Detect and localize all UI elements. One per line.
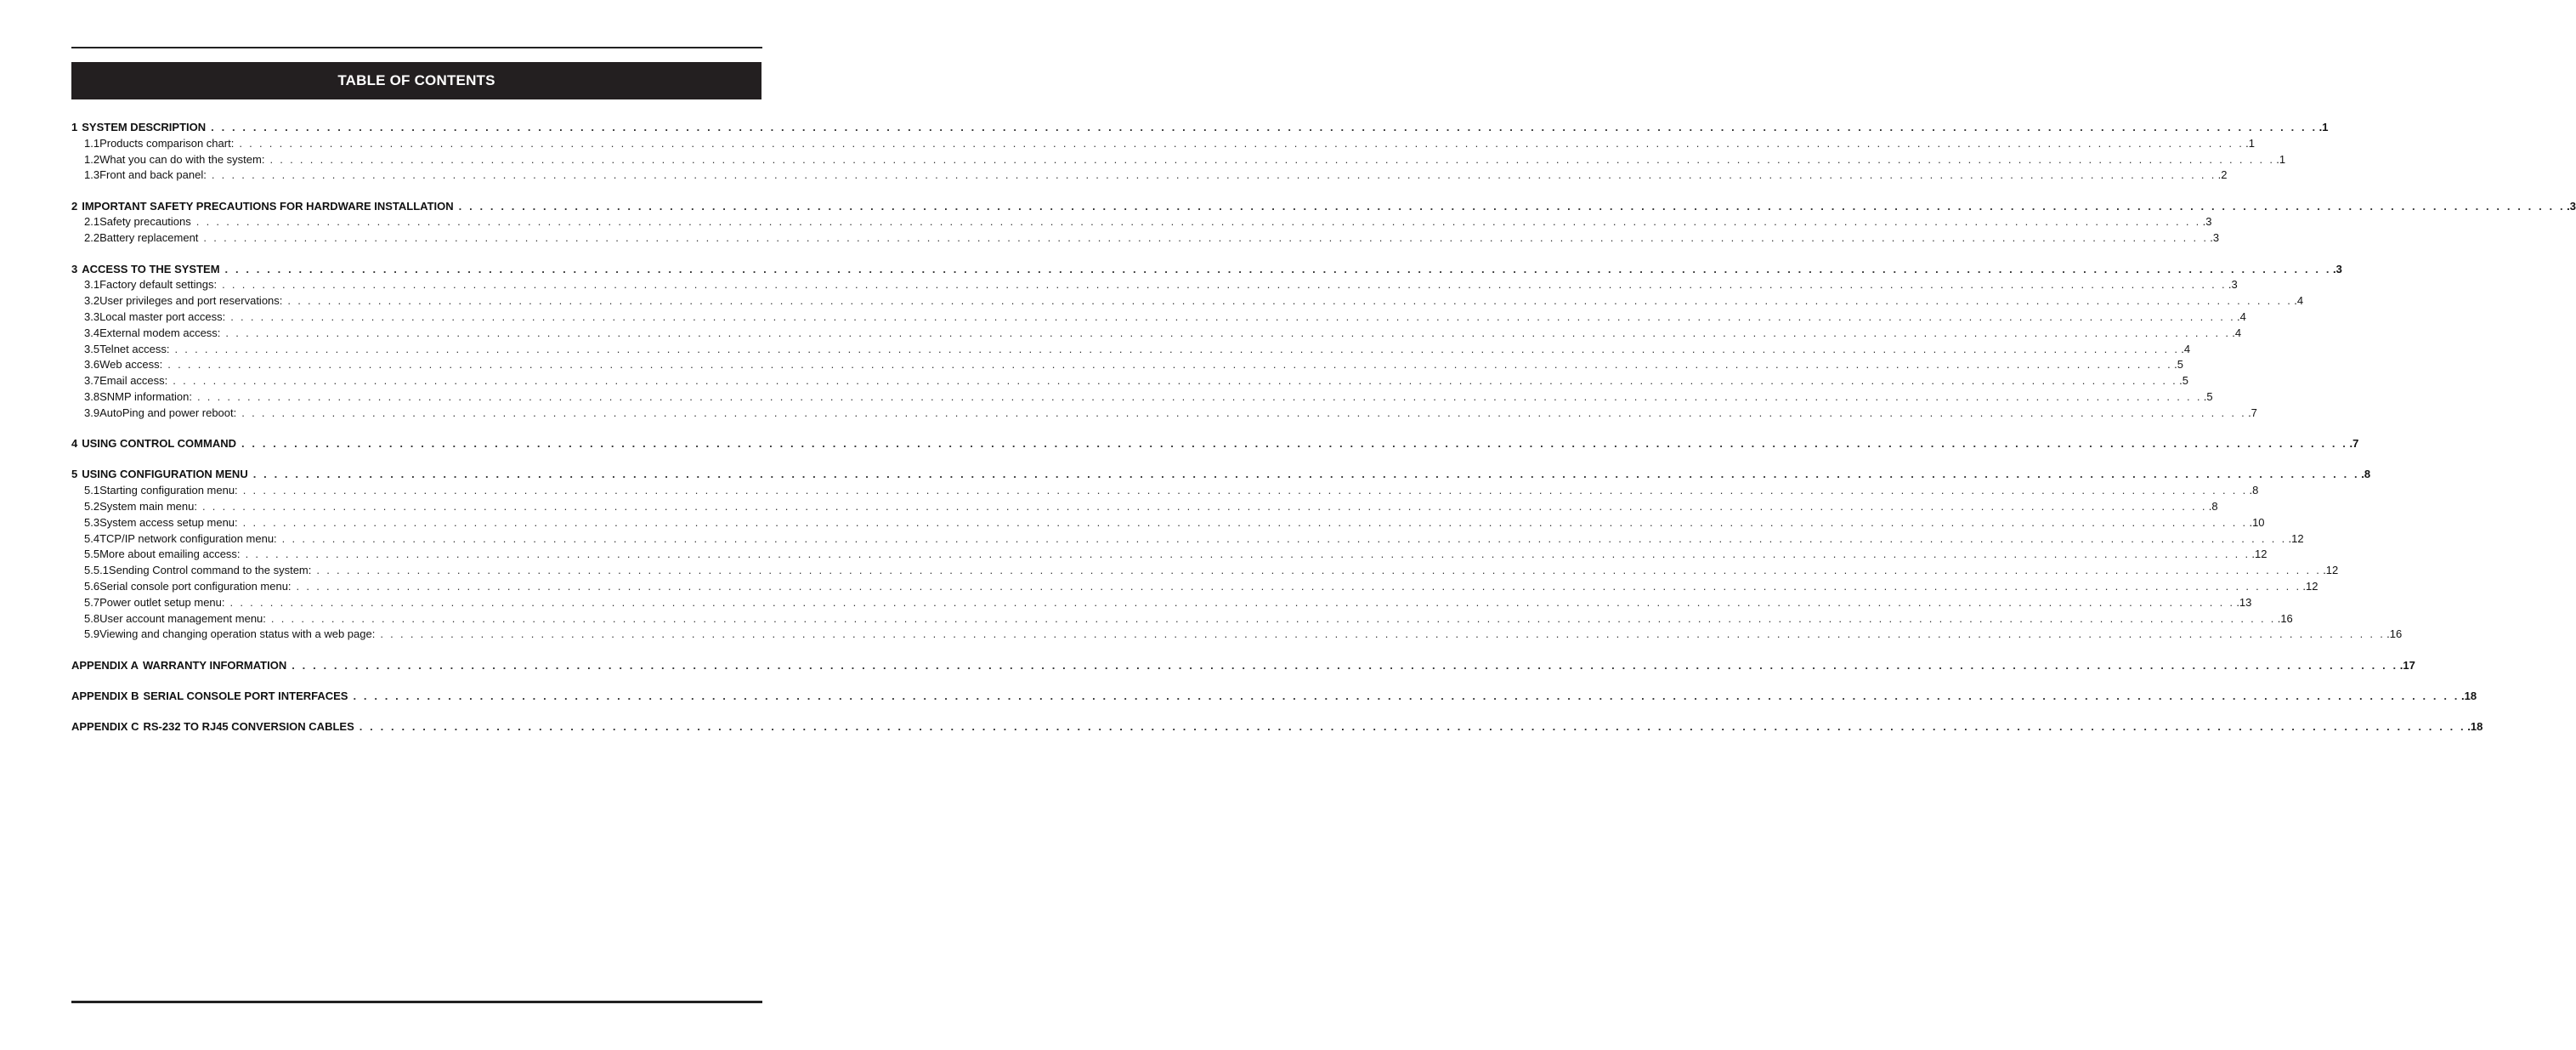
toc-entry-page: .18 <box>2461 689 2477 702</box>
toc-entry-number: 3.7 <box>84 374 100 388</box>
toc-entry-title: External modem access: <box>99 326 221 339</box>
toc-entry-title: Power outlet setup menu: <box>99 595 225 609</box>
dot-leader: . . . . . . . . . . . . . . . . . . . . . . . . . . . . . . . . . . . . . . . . . . . . . . . . . . . . . . . . . . . . . . . . . . . . . . . . . . . . . . . . . . . . . . . . . . . . . . . . . . . . . . . . . . . . . . . . . . . . . . . . . . . . . . . . . . . . . . . . . . . . . . . . . . . . . . . . . . . . . . . . . . . . . . . . . . . . . . . . . . . . . . . . . . . . . . . . . . . . . . . . <box>269 152 2275 166</box>
toc-entry-title: AutoPing and power reboot: <box>99 406 237 419</box>
dot-leader: . . . . . . . . . . . . . . . . . . . . . . . . . . . . . . . . . . . . . . . . . . . . . . . . . . . . . . . . . . . . . . . . . . . . . . . . . . . . . . . . . . . . . . . . . . . . . . . . . . . . . . . . . . . . . . . . . . . . . . . . . . . . . . . . . . . . . . . . . . . . . . . . . . . . . . . . . . . . . . . . . . . . . . . . . . . . . . . . . . . . . . . . . . . . . . . . . . . . . . . . <box>353 689 2460 702</box>
toc-entry[interactable] <box>71 515 2265 531</box>
toc-entry-title: Local master port access: <box>99 309 226 323</box>
toc-entry-title: Battery replacement <box>99 231 199 245</box>
toc-entry-page: .3 <box>2202 215 2212 229</box>
toc-entry-page: .5 <box>2179 374 2188 388</box>
toc-entry-page: .8 <box>2249 484 2259 497</box>
dot-leader: . . . . . . . . . . . . . . . . . . . . . . . . . . . . . . . . . . . . . . . . . . . . . . . . . . . . . . . . . . . . . . . . . . . . . . . . . . . . . . . . . . . . . . . . . . . . . . . . . . . . . . . . . . . . . . . . . . . . . . . . . . . . . . . . . . . . . . . . . . . . . . . . . . . . . . . . . . . . . . . . . . . . . . . . . . . . . . . . . . . . . . . . . . . . . . . . . . . . . . . . <box>281 531 2287 545</box>
toc-entry-number: 3.8 <box>84 389 100 403</box>
toc-entry[interactable] <box>71 563 2339 579</box>
toc-entry[interactable] <box>71 373 2188 389</box>
dot-leader: . . . . . . . . . . . . . . . . . . . . . . . . . . . . . . . . . . . . . . . . . . . . . . . . . . . . . . . . . . . . . . . . . . . . . . . . . . . . . . . . . . . . . . . . . . . . . . . . . . . . . . . . . . . . . . . . . . . . . . . . . . . . . . . . . . . . . . . . . . . . . . . . . . . . . . . . . . . . . . . . . . . . . . . . . . . . . . . . . . . . . . . . . . . . . . . . . . . . . . . . <box>242 515 2248 529</box>
toc-entry[interactable] <box>71 467 2371 483</box>
toc-entry-title: Factory default settings: <box>99 278 218 292</box>
toc-entry-title: What you can do with the system: <box>99 152 265 166</box>
toc-entry-number: 5 <box>71 468 78 481</box>
toc-entry-number: 3.1 <box>84 278 100 292</box>
dot-leader: . . . . . . . . . . . . . . . . . . . . . . . . . . . . . . . . . . . . . . . . . . . . . . . . . . . . . . . . . . . . . . . . . . . . . . . . . . . . . . . . . . . . . . . . . . . . . . . . . . . . . . . . . . . . . . . . . . . . . . . . . . . . . . . . . . . . . . . . . . . . . . . . . . . . . . . . . . . . . . . . . . . . . . . . . . . . . . . . . . . . . . . . . . . . . . . . . . . . . . . . <box>292 658 2398 672</box>
toc-entry-title: Sending Control command to the system: <box>108 564 312 577</box>
toc-entry[interactable] <box>71 309 2246 326</box>
toc-entry-number: APPENDIX A <box>71 658 139 672</box>
dot-leader: . . . . . . . . . . . . . . . . . . . . . . . . . . . . . . . . . . . . . . . . . . . . . . . . . . . . . . . . . . . . . . . . . . . . . . . . . . . . . . . . . . . . . . . . . . . . . . . . . . . . . . . . . . . . . . . . . . . . . . . . . . . . . . . . . . . . . . . . . . . . . . . . . . . . . . . . . . . . . . . . . . . . . . . . . . . . . . . . . . . . . . . . . . . . . . . . . . . . . . . . <box>296 579 2301 593</box>
toc-entry-page: .3 <box>2333 262 2342 275</box>
toc-entry-page: .12 <box>2251 548 2267 561</box>
dot-leader: . . . . . . . . . . . . . . . . . . . . . . . . . . . . . . . . . . . . . . . . . . . . . . . . . . . . . . . . . . . . . . . . . . . . . . . . . . . . . . . . . . . . . . . . . . . . . . . . . . . . . . . . . . . . . . . . . . . . . . . . . . . . . . . . . . . . . . . . . . . . . . . . . . . . . . . . . . . . . . . . . . . . . . . . . . . . . . . . . . . . . . . . . . . . . . . . . . . . . . . . <box>174 342 2180 355</box>
dot-leader: . . . . . . . . . . . . . . . . . . . . . . . . . . . . . . . . . . . . . . . . . . . . . . . . . . . . . . . . . . . . . . . . . . . . . . . . . . . . . . . . . . . . . . . . . . . . . . . . . . . . . . . . . . . . . . . . . . . . . . . . . . . . . . . . . . . . . . . . . . . . . . . . . . . . . . . . . . . . . . . . . . . . . . . . . . . . . . . . . . . . . . . . . . . . . . . . . . . . . . . . <box>203 231 2209 245</box>
dot-leader: . . . . . . . . . . . . . . . . . . . . . . . . . . . . . . . . . . . . . . . . . . . . . . . . . . . . . . . . . . . . . . . . . . . . . . . . . . . . . . . . . . . . . . . . . . . . . . . . . . . . . . . . . . . . . . . . . . . . . . . . . . . . . . . . . . . . . . . . . . . . . . . . . . . . . . . . . . . . . . . . . . . . . . . . . . . . . . . . . . . . . . . . . . . . . . . . . . . . . . . . <box>270 611 2276 625</box>
toc-entry-number: 5.1 <box>84 484 100 497</box>
toc-entry-title: User account management menu: <box>99 611 266 625</box>
toc-entry-page: .7 <box>2248 406 2257 419</box>
toc-entry-number: 5.7 <box>84 595 100 609</box>
dot-leader: . . . . . . . . . . . . . . . . . . . . . . . . . . . . . . . . . . . . . . . . . . . . . . . . . . . . . . . . . . . . . . . . . . . . . . . . . . . . . . . . . . . . . . . . . . . . . . . . . . . . . . . . . . . . . . . . . . . . . . . . . . . . . . . . . . . . . . . . . . . . . . . . . . . . . . . . . . . . . . . . . . . . . . . . . . . . . . . . . . . . . . . . . . . . . . . . . . . . . . . . <box>201 499 2207 513</box>
toc-entry[interactable] <box>71 262 2342 278</box>
toc-entry-title: Viewing and changing operation status with a web page: <box>99 627 376 641</box>
toc-entry-number: 3.9 <box>84 406 100 419</box>
toc-entry-title: Telnet access: <box>99 342 170 355</box>
toc-entry-number: 5.6 <box>84 579 100 593</box>
toc-entry-number: APPENDIX B <box>71 689 139 702</box>
toc-entry-number: APPENDIX C <box>71 720 139 734</box>
dot-leader: . . . . . . . . . . . . . . . . . . . . . . . . . . . . . . . . . . . . . . . . . . . . . . . . . . . . . . . . . . . . . . . . . . . . . . . . . . . . . . . . . . . . . . . . . . . . . . . . . . . . . . . . . . . . . . . . . . . . . . . . . . . . . . . . . . . . . . . . . . . . . . . . . . . . . . . . . . . . . . . . . . . . . . . . . . . . . . . . . . . . . . . . . . . . . . . . . . . . . . . . <box>241 406 2247 419</box>
toc-entry-number: 5.9 <box>84 627 100 641</box>
toc-entry-title: User privileges and port reservations: <box>99 294 283 308</box>
toc-entry-page: .3 <box>2210 231 2220 245</box>
dot-leader: . . . . . . . . . . . . . . . . . . . . . . . . . . . . . . . . . . . . . . . . . . . . . . . . . . . . . . . . . . . . . . . . . . . . . . . . . . . . . . . . . . . . . . . . . . . . . . . . . . . . . . . . . . . . . . . . . . . . . . . . . . . . . . . . . . . . . . . . . . . . . . . . . . . . . . . . . . . . . . . . . . . . . . . . . . . . . . . . . . . . . . . . . . . . . . . . . . . . . . . . <box>195 215 2201 229</box>
toc-entry-number: 5.8 <box>84 611 100 625</box>
toc-entry[interactable] <box>71 547 2267 563</box>
toc-entry-number: 1 <box>71 121 78 133</box>
toc-entry[interactable] <box>71 579 2318 595</box>
dot-leader: . . . . . . . . . . . . . . . . . . . . . . . . . . . . . . . . . . . . . . . . . . . . . . . . . . . . . . . . . . . . . . . . . . . . . . . . . . . . . . . . . . . . . . . . . . . . . . . . . . . . . . . . . . . . . . . . . . . . . . . . . . . . . . . . . . . . . . . . . . . . . . . . . . . . . . . . . . . . . . . . . . . . . . . . . . . . . . . . . . . . . . . . . . . . . . . . . . . . . . . . <box>316 564 2322 577</box>
toc-entry-title: Email access: <box>99 374 168 388</box>
toc-entry-page: .10 <box>2249 515 2265 529</box>
dot-leader: . . . . . . . . . . . . . . . . . . . . . . . . . . . . . . . . . . . . . . . . . . . . . . . . . . . . . . . . . . . . . . . . . . . . . . . . . . . . . . . . . . . . . . . . . . . . . . . . . . . . . . . . . . . . . . . . . . . . . . . . . . . . . . . . . . . . . . . . . . . . . . . . . . . . . . . . . . . . . . . . . . . . . . . . . . . . . . . . . . . . . . . . . . . . . . . . . . . . . . . . <box>380 627 2386 641</box>
toc-entry-number: 1.2 <box>84 152 100 166</box>
toc-entry-title: More about emailing access: <box>99 548 241 561</box>
toc-entry-page: .12 <box>2288 531 2304 545</box>
toc-entry-page: .12 <box>2302 579 2318 593</box>
toc-entry-page: .16 <box>2386 627 2403 641</box>
bottom-rule <box>71 1001 762 1003</box>
toc-entry[interactable] <box>71 611 2293 627</box>
toc-entry-number: 3.4 <box>84 326 100 339</box>
toc-entry-page: .7 <box>2349 437 2359 451</box>
toc-entry-title: WARRANTY INFORMATION <box>142 658 287 672</box>
toc-entry-number: 3 <box>71 262 78 275</box>
toc-entry[interactable] <box>71 689 2477 705</box>
toc-entry-number: 2 <box>71 199 78 213</box>
dot-leader: . . . . . . . . . . . . . . . . . . . . . . . . . . . . . . . . . . . . . . . . . . . . . . . . . . . . . . . . . . . . . . . . . . . . . . . . . . . . . . . . . . . . . . . . . . . . . . . . . . . . . . . . . . . . . . . . . . . . . . . . . . . . . . . . . . . . . . . . . . . . . . . . . . . . . . . . . . . . . . . . . . . . . . . . . . . . . . . . . . . . . . . . . . . . . . . . . . . . . . . . <box>229 595 2235 609</box>
toc-entry-title: SYSTEM DESCRIPTION <box>82 121 207 133</box>
toc-entry-number: 2.2 <box>84 231 100 245</box>
toc-entry-page: .1 <box>2318 121 2329 133</box>
toc-entry[interactable] <box>71 483 2259 499</box>
table-of-contents <box>71 120 2576 735</box>
toc-entry[interactable] <box>71 406 2257 422</box>
page-title: TABLE OF CONTENTS <box>337 72 495 88</box>
toc-entry-number: 2.1 <box>84 215 100 229</box>
toc-entry-page: .3 <box>2228 278 2238 292</box>
toc-entry-title: Web access: <box>99 358 163 372</box>
dot-leader: . . . . . . . . . . . . . . . . . . . . . . . . . . . . . . . . . . . . . . . . . . . . . . . . . . . . . . . . . . . . . . . . . . . . . . . . . . . . . . . . . . . . . . . . . . . . . . . . . . . . . . . . . . . . . . . . . . . . . . . . . . . . . . . . . . . . . . . . . . . . . . . . . . . . . . . . . . . . . . . . . . . . . . . . . . . . . . . . . . . . . . . . . . . . . . . . . . . . . . . . <box>287 294 2293 308</box>
toc-entry[interactable] <box>71 120 2329 136</box>
toc-entry[interactable] <box>71 293 2304 309</box>
toc-entry-page: .16 <box>2277 611 2293 625</box>
toc-entry-page: .4 <box>2181 342 2191 355</box>
toc-entry[interactable] <box>71 499 2218 515</box>
dot-leader: . . . . . . . . . . . . . . . . . . . . . . . . . . . . . . . . . . . . . . . . . . . . . . . . . . . . . . . . . . . . . . . . . . . . . . . . . . . . . . . . . . . . . . . . . . . . . . . . . . . . . . . . . . . . . . . . . . . . . . . . . . . . . . . . . . . . . . . . . . . . . . . . . . . . . . . . . . . . . . . . . . . . . . . . . . . . . . . . . . . . . . . . . . . . . . . . . . . . . . . . <box>458 199 2566 213</box>
dot-leader: . . . . . . . . . . . . . . . . . . . . . . . . . . . . . . . . . . . . . . . . . . . . . . . . . . . . . . . . . . . . . . . . . . . . . . . . . . . . . . . . . . . . . . . . . . . . . . . . . . . . . . . . . . . . . . . . . . . . . . . . . . . . . . . . . . . . . . . . . . . . . . . . . . . . . . . . . . . . . . . . . . . . . . . . . . . . . . . . . . . . . . . . . . . . . . . . . . . . . . . . <box>241 437 2348 451</box>
toc-entry-page: .1 <box>2245 136 2255 150</box>
toc-entry[interactable] <box>71 389 2213 406</box>
toc-entry-page: .4 <box>2294 294 2304 308</box>
toc-entry-number: 3.2 <box>84 294 100 308</box>
toc-entry-title: Safety precautions <box>99 215 191 229</box>
toc-entry-page: .8 <box>2361 468 2371 481</box>
dot-leader: . . . . . . . . . . . . . . . . . . . . . . . . . . . . . . . . . . . . . . . . . . . . . . . . . . . . . . . . . . . . . . . . . . . . . . . . . . . . . . . . . . . . . . . . . . . . . . . . . . . . . . . . . . . . . . . . . . . . . . . . . . . . . . . . . . . . . . . . . . . . . . . . . . . . . . . . . . . . . . . . . . . . . . . . . . . . . . . . . . . . . . . . . . . . . . . . . . . . . . . . <box>224 262 2332 275</box>
toc-entry[interactable] <box>71 357 2183 373</box>
dot-leader: . . . . . . . . . . . . . . . . . . . . . . . . . . . . . . . . . . . . . . . . . . . . . . . . . . . . . . . . . . . . . . . . . . . . . . . . . . . . . . . . . . . . . . . . . . . . . . . . . . . . . . . . . . . . . . . . . . . . . . . . . . . . . . . . . . . . . . . . . . . . . . . . . . . . . . . . . . . . . . . . . . . . . . . . . . . . . . . . . . . . . . . . . . . . . . . . . . . . . . . . <box>196 389 2202 403</box>
toc-entry-page: .1 <box>2276 152 2286 166</box>
toc-entry[interactable] <box>71 719 2483 735</box>
toc-entry[interactable] <box>71 627 2403 643</box>
dot-leader: . . . . . . . . . . . . . . . . . . . . . . . . . . . . . . . . . . . . . . . . . . . . . . . . . . . . . . . . . . . . . . . . . . . . . . . . . . . . . . . . . . . . . . . . . . . . . . . . . . . . . . . . . . . . . . . . . . . . . . . . . . . . . . . . . . . . . . . . . . . . . . . . . . . . . . . . . . . . . . . . . . . . . . . . . . . . . . . . . . . . . . . . . . . . . . . . . . . . . . . . <box>230 309 2236 323</box>
toc-entry-title: TCP/IP network configuration menu: <box>99 531 277 545</box>
toc-entry-number: 1.3 <box>84 168 100 182</box>
toc-entry-title: System main menu: <box>99 499 197 513</box>
dot-leader: . . . . . . . . . . . . . . . . . . . . . . . . . . . . . . . . . . . . . . . . . . . . . . . . . . . . . . . . . . . . . . . . . . . . . . . . . . . . . . . . . . . . . . . . . . . . . . . . . . . . . . . . . . . . . . . . . . . . . . . . . . . . . . . . . . . . . . . . . . . . . . . . . . . . . . . . . . . . . . . . . . . . . . . . . . . . . . . . . . . . . . . . . . . . . . . . . . . . . . . . <box>245 548 2250 561</box>
toc-entry-title: IMPORTANT SAFETY PRECAUTIONS FOR HARDWARE INSTALLATION <box>82 199 454 213</box>
toc-entry[interactable] <box>71 167 2228 184</box>
toc-entry-page: .2 <box>2217 168 2228 182</box>
toc-entry-title: ACCESS TO THE SYSTEM <box>82 262 220 275</box>
toc-entry-number: 3.6 <box>84 358 100 372</box>
dot-leader: . . . . . . . . . . . . . . . . . . . . . . . . . . . . . . . . . . . . . . . . . . . . . . . . . . . . . . . . . . . . . . . . . . . . . . . . . . . . . . . . . . . . . . . . . . . . . . . . . . . . . . . . . . . . . . . . . . . . . . . . . . . . . . . . . . . . . . . . . . . . . . . . . . . . . . . . . . . . . . . . . . . . . . . . . . . . . . . . . . . . . . . . . . . . . . . . . . . . . . . . <box>359 720 2466 734</box>
toc-entry-page: .3 <box>2567 199 2576 213</box>
toc-entry-number: 5.5 <box>84 548 100 561</box>
toc-entry-page: .4 <box>2237 309 2246 323</box>
toc-entry-page: .4 <box>2232 326 2242 339</box>
toc-entry[interactable] <box>71 531 2304 548</box>
dot-leader: . . . . . . . . . . . . . . . . . . . . . . . . . . . . . . . . . . . . . . . . . . . . . . . . . . . . . . . . . . . . . . . . . . . . . . . . . . . . . . . . . . . . . . . . . . . . . . . . . . . . . . . . . . . . . . . . . . . . . . . . . . . . . . . . . . . . . . . . . . . . . . . . . . . . . . . . . . . . . . . . . . . . . . . . . . . . . . . . . . . . . . . . . . . . . . . . . . . . . . . . <box>242 484 2248 497</box>
toc-entry-page: .5 <box>2203 389 2213 403</box>
toc-entry-title: Starting configuration menu: <box>99 484 238 497</box>
dot-leader: . . . . . . . . . . . . . . . . . . . . . . . . . . . . . . . . . . . . . . . . . . . . . . . . . . . . . . . . . . . . . . . . . . . . . . . . . . . . . . . . . . . . . . . . . . . . . . . . . . . . . . . . . . . . . . . . . . . . . . . . . . . . . . . . . . . . . . . . . . . . . . . . . . . . . . . . . . . . . . . . . . . . . . . . . . . . . . . . . . . . . . . . . . . . . . . . . . . . . . . . <box>239 136 2245 150</box>
toc-entry[interactable] <box>71 342 2191 358</box>
title-bar <box>71 62 761 99</box>
toc-entry[interactable] <box>71 136 2255 152</box>
toc-entry-page: .12 <box>2323 564 2339 577</box>
toc-entry-title: Products comparison chart: <box>99 136 235 150</box>
toc-entry-number: 3.5 <box>84 342 100 355</box>
toc-entry-page: .5 <box>2174 358 2183 372</box>
toc-entry-title: SERIAL CONSOLE PORT INTERFACES <box>143 689 348 702</box>
toc-entry-number: 5.3 <box>84 515 100 529</box>
toc-entry[interactable] <box>71 230 2220 247</box>
toc-entry[interactable] <box>71 277 2238 293</box>
toc-entry[interactable] <box>71 199 2576 215</box>
dot-leader: . . . . . . . . . . . . . . . . . . . . . . . . . . . . . . . . . . . . . . . . . . . . . . . . . . . . . . . . . . . . . . . . . . . . . . . . . . . . . . . . . . . . . . . . . . . . . . . . . . . . . . . . . . . . . . . . . . . . . . . . . . . . . . . . . . . . . . . . . . . . . . . . . . . . . . . . . . . . . . . . . . . . . . . . . . . . . . . . . . . . . . . . . . . . . . . . . . . . . . . . <box>225 326 2231 339</box>
dot-leader: . . . . . . . . . . . . . . . . . . . . . . . . . . . . . . . . . . . . . . . . . . . . . . . . . . . . . . . . . . . . . . . . . . . . . . . . . . . . . . . . . . . . . . . . . . . . . . . . . . . . . . . . . . . . . . . . . . . . . . . . . . . . . . . . . . . . . . . . . . . . . . . . . . . . . . . . . . . . . . . . . . . . . . . . . . . . . . . . . . . . . . . . . . . . . . . . . . . . . . . . <box>211 121 2318 133</box>
toc-entry-title: USING CONFIGURATION MENU <box>82 468 248 481</box>
toc-entry-title: RS-232 TO RJ45 CONVERSION CABLES <box>143 720 354 734</box>
toc-entry-page: .17 <box>2399 658 2415 672</box>
toc-entry-number: 1.1 <box>84 136 100 150</box>
toc-entry-title: System access setup menu: <box>99 515 238 529</box>
toc-entry-number: 5.5.1 <box>84 564 109 577</box>
toc-entry-number: 3.3 <box>84 309 100 323</box>
toc-entry[interactable] <box>71 436 2359 452</box>
toc-entry-number: 4 <box>71 437 78 451</box>
toc-entry[interactable] <box>71 214 2212 230</box>
dot-leader: . . . . . . . . . . . . . . . . . . . . . . . . . . . . . . . . . . . . . . . . . . . . . . . . . . . . . . . . . . . . . . . . . . . . . . . . . . . . . . . . . . . . . . . . . . . . . . . . . . . . . . . . . . . . . . . . . . . . . . . . . . . . . . . . . . . . . . . . . . . . . . . . . . . . . . . . . . . . . . . . . . . . . . . . . . . . . . . . . . . . . . . . . . . . . . . . . . . . . . . . <box>252 468 2360 481</box>
toc-entry-title: Front and back panel: <box>99 168 207 182</box>
toc-entry-number: 5.2 <box>84 499 100 513</box>
toc-entry-number: 5.4 <box>84 531 100 545</box>
top-rule <box>71 47 762 48</box>
toc-entry[interactable] <box>71 595 2252 611</box>
toc-entry-page: .13 <box>2236 595 2252 609</box>
toc-entry-page: .18 <box>2467 720 2483 734</box>
toc-entry[interactable] <box>71 152 2286 168</box>
dot-leader: . . . . . . . . . . . . . . . . . . . . . . . . . . . . . . . . . . . . . . . . . . . . . . . . . . . . . . . . . . . . . . . . . . . . . . . . . . . . . . . . . . . . . . . . . . . . . . . . . . . . . . . . . . . . . . . . . . . . . . . . . . . . . . . . . . . . . . . . . . . . . . . . . . . . . . . . . . . . . . . . . . . . . . . . . . . . . . . . . . . . . . . . . . . . . . . . . . . . . . . . <box>211 168 2216 182</box>
toc-entry[interactable] <box>71 658 2415 674</box>
dot-leader: . . . . . . . . . . . . . . . . . . . . . . . . . . . . . . . . . . . . . . . . . . . . . . . . . . . . . . . . . . . . . . . . . . . . . . . . . . . . . . . . . . . . . . . . . . . . . . . . . . . . . . . . . . . . . . . . . . . . . . . . . . . . . . . . . . . . . . . . . . . . . . . . . . . . . . . . . . . . . . . . . . . . . . . . . . . . . . . . . . . . . . . . . . . . . . . . . . . . . . . . <box>222 278 2227 292</box>
toc-entry-title: USING CONTROL COMMAND <box>82 437 236 451</box>
toc-entry[interactable] <box>71 326 2242 342</box>
toc-entry-title: SNMP information: <box>99 389 192 403</box>
toc-entry-page: .8 <box>2208 499 2218 513</box>
dot-leader: . . . . . . . . . . . . . . . . . . . . . . . . . . . . . . . . . . . . . . . . . . . . . . . . . . . . . . . . . . . . . . . . . . . . . . . . . . . . . . . . . . . . . . . . . . . . . . . . . . . . . . . . . . . . . . . . . . . . . . . . . . . . . . . . . . . . . . . . . . . . . . . . . . . . . . . . . . . . . . . . . . . . . . . . . . . . . . . . . . . . . . . . . . . . . . . . . . . . . . . . <box>173 374 2178 388</box>
toc-entry-title: Serial console port configuration menu: <box>99 579 292 593</box>
dot-leader: . . . . . . . . . . . . . . . . . . . . . . . . . . . . . . . . . . . . . . . . . . . . . . . . . . . . . . . . . . . . . . . . . . . . . . . . . . . . . . . . . . . . . . . . . . . . . . . . . . . . . . . . . . . . . . . . . . . . . . . . . . . . . . . . . . . . . . . . . . . . . . . . . . . . . . . . . . . . . . . . . . . . . . . . . . . . . . . . . . . . . . . . . . . . . . . . . . . . . . . . <box>167 358 2173 372</box>
